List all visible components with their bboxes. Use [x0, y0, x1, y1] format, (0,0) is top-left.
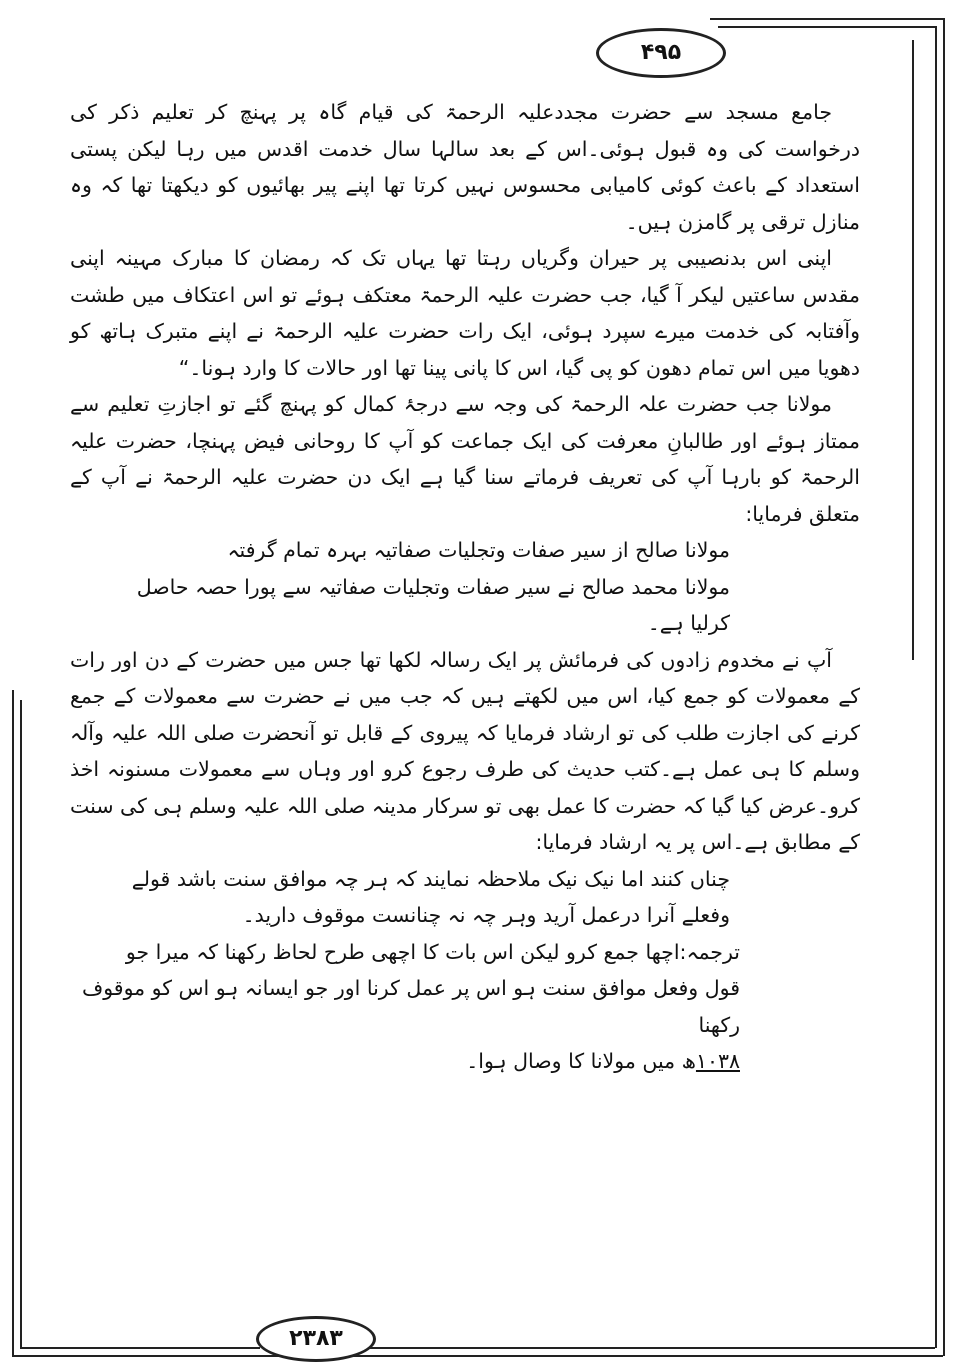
- frame-left-inner: [20, 700, 22, 1347]
- persian-quote-1-line-2: مولانا محمد صالح نے سیر صفات وتجلیات صفاتیہ سے پورا حصہ حاصل: [136, 574, 730, 599]
- translation-line-2: قول وفعل موافق سنت ہو اس پر عمل کرنا اور جو ایسانہ ہو اس کو موقوف رکھنا: [81, 976, 740, 1037]
- frame-outer-right: [943, 18, 945, 1356]
- frame-right-panel: [912, 40, 914, 660]
- final-line: [70, 1043, 740, 1080]
- frame-bottom-inner-right: [370, 1347, 935, 1349]
- page-number-top: ۴۹۵: [596, 28, 726, 78]
- translation-line-1: ترجمہ:اچھا جمع کرو لیکن اس بات کا اچھی طرح لحاظ رکھنا کہ میرا جو: [125, 939, 740, 964]
- frame-bottom-outer: [12, 1355, 943, 1357]
- page-number-bottom: ۲۳۸۳: [256, 1316, 376, 1362]
- frame-top-outer: [710, 18, 943, 20]
- persian-quote-1-line-1: مولانا صالح از سیر صفات وتجلیات صفاتیہ بہرہ تمام گرفتہ: [227, 538, 730, 562]
- final-line-text: ھ میں مولانا کا وصال ہوا۔: [466, 1049, 696, 1073]
- persian-quote-2-line-2: وفعلے آنرا درعمل آرید وہر چہ نہ چنانست موقوف دارید۔: [242, 903, 730, 927]
- page-text: [70, 94, 860, 1080]
- death-year: ۱۰۳۸: [695, 1049, 740, 1073]
- persian-quote-2-line-1: چناں کنند اما نیک نیک ملاحظہ نمایند کہ ہر چہ موافق سنت باشد قولے: [131, 866, 730, 891]
- frame-top-inner: [718, 26, 935, 28]
- persian-quote-1-line-3: کرلیا ہے۔: [647, 611, 730, 635]
- frame-left-outer: [12, 690, 14, 1355]
- paragraph-4: آپ نے مخدوم زادوں کی فرمائش پر ایک رسالہ لکھا تھا جس میں حضرت کے دن اور رات کے معمولات کو جمع کیا، اس میں لکھتے ہیں کہ جب میں نے حضرت سے معمولات کے جمع کرنے کی اجازت طلب کی تو ارشاد فرمایا کہ پیروی کے قابل تو آنحضرت صلی اللہ علیہ وآلہ وسلم کا ہی عمل ہے۔کتب حدیث کی طرف رجوع کرو اور وہاں سے معمولات مسنونہ اخذ کرو۔عرض کیا گیا کہ حضرت کا عمل بھی تو سرکار مدینہ صلی اللہ علیہ وسلم ہی کی سنت کے مطابق ہے۔اس پر یہ ارشاد فرمایا:: [70, 647, 860, 854]
- frame-bottom-inner: [20, 1347, 260, 1349]
- paragraph-2: اپنی اس بدنصیبی پر حیران وگریاں رہتا تھا یہاں تک کہ رمضان کا مبارک مہینہ اپنی مقدس ساعتیں لیکر آ گیا، جب حضرت علیہ الرحمۃ معتکف ہوئے تو اس اعتکاف میں طشت وآفتابہ کی خدمت میرے سپرد ہوئی، ایک رات حضرت علیہ الرحمۃ نے اپنے متبرک ہاتھ کو دھویا میں اس تمام دھون کو پی گیا، اس کا پانی پینا تھا اور حالات کا وارد ہونا۔“: [70, 246, 860, 380]
- paragraph-1: جامع مسجد سے حضرت مجددعلیہ الرحمۃ کی قیام گاہ پر پہنچ کر تعلیم ذکر کی درخواست کی وہ قبول ہوئی۔اس کے بعد سالہا سال خدمت اقدس میں رہا لیکن پستی استعداد کے باعث کوئی کامیابی محسوس نہیں کرتا تھا اپنے پیر بھائیوں کو دیکھتا تھا کہ وہ منازل ترقی پر گامزن ہیں۔: [70, 100, 860, 234]
- frame-inner-right: [935, 26, 937, 1348]
- paragraph-3: مولانا جب حضرت علہ الرحمۃ کی وجہ سے درجۂ کمال کو پہنچ گئے تو اجازتِ تعلیم سے ممتاز ہوئے اور طالبانِ معرفت کی ایک جماعت کو آپ کا روحانی فیض پہنچا، حضرت علیہ الرحمۃ کو بارہا آپ کی تعریف فرماتے سنا گیا ہے ایک دن حضرت علیہ الرحمۃ نے آپ کے متعلق فرمایا:: [70, 392, 860, 526]
